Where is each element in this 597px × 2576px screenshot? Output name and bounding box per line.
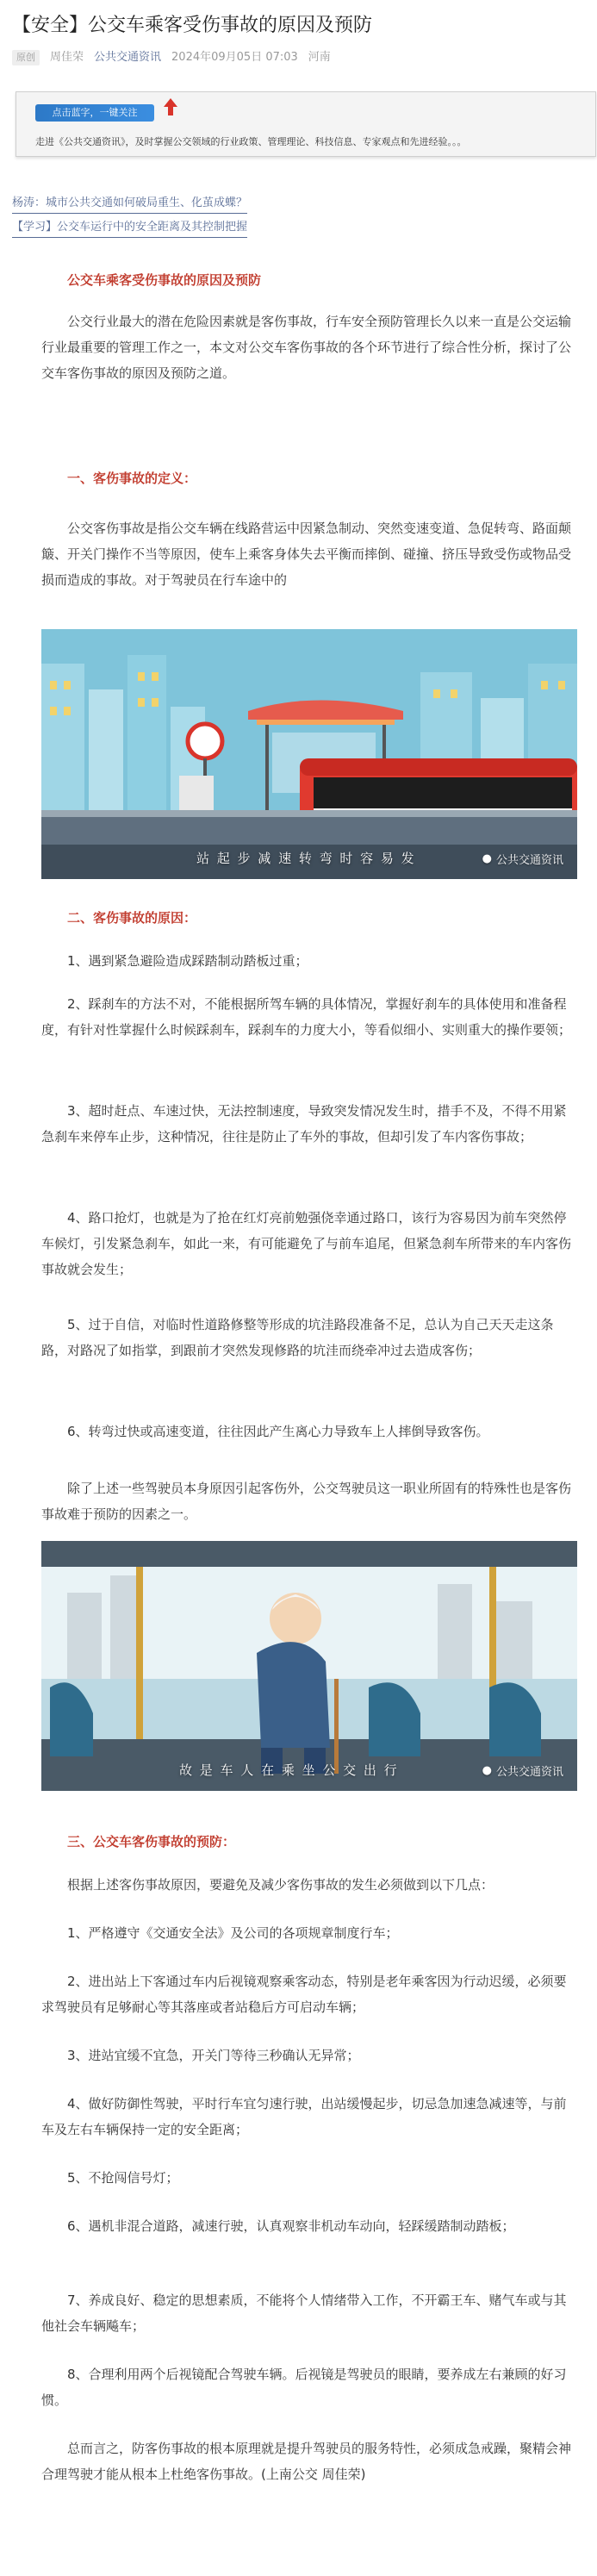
prevention-1: 1、严格遵守《交通安全法》及公司的各项规章制度行车； — [67, 1925, 399, 1941]
publish-location: 河南 — [308, 51, 331, 64]
figure-1-caption: 站 起 步 减 速 转 弯 时 容 易 发 — [196, 851, 416, 866]
related-link-1[interactable]: 杨涛：城市公共交通如何破局重生、化茧成蝶？ — [12, 194, 247, 214]
section-2-heading: 二、客伤事故的原因： — [67, 910, 197, 926]
prevention-6: 6、遇机非混合道路，减速行驶，认真观察非机动车动向，轻踩缓踏制动踏板； — [67, 2218, 515, 2234]
author-name: 周佳荣 — [50, 51, 84, 64]
related-link-2[interactable]: 【学习】公交车运行中的安全距离及其控制把握 — [12, 218, 247, 238]
follow-banner[interactable] — [16, 91, 596, 157]
definition-paragraph: 公交客伤事故是指公交车辆在线路营运中因紧急制动、突然变速变道、急促转弯、路面颠簸、开关门操作不当等原因，使车上乘客身体失去平衡而摔倒、碰撞、挤压导致受伤或物品受损而造成的事故。对于驾驶员在行车途中的 — [41, 521, 572, 588]
prevention-4: 4、做好防御性驾驶，平时行车宜匀速行驶，出站缓慢起步，切忌急加速急减速等，与前车及左右车辆保持一定的安全距离； — [41, 2096, 567, 2137]
follow-pill[interactable]: 点击蓝字，一键关注 — [35, 104, 154, 122]
section-3-heading: 三、公交车客伤事故的预防： — [67, 1834, 236, 1849]
prevention-7: 7、养成良好、稳定的思想素质，不能将个人情绪带入工作，不开霸王车、赌气车或与其他社会车辆飚车； — [41, 2292, 567, 2334]
prevention-intro: 根据上述客伤事故原因，要避免及减少客伤事故的发生必须做到以下几点： — [67, 1877, 494, 1893]
article-meta — [12, 48, 585, 67]
cause-6: 6、转弯过快或高速变道，往往因此产生离心力导致车上人摔倒导致客伤。 — [67, 1424, 489, 1439]
prevention-8: 8、合理利用两个后视镜配合驾驶车辆。后视镜是驾驶员的眼睛，要养成左右兼顾的好习惯。 — [41, 2367, 567, 2408]
main-heading: 公交车乘客受伤事故的原因及预防 — [67, 272, 262, 288]
account-name-link[interactable]: 公共交通资讯 — [94, 51, 162, 64]
section-1-heading: 一、客伤事故的定义： — [67, 471, 197, 486]
elderly-passenger-image — [41, 1541, 577, 1791]
cause-3: 3、超时赶点、车速过快，无法控制速度，导致突发情况发生时，措手不及，不得不用紧急刹车来停车止步，这种情况，往往是防止了车外的事故，但却引发了车内客伤事故； — [41, 1103, 567, 1145]
bus-station-illustration — [41, 629, 577, 879]
original-tag: 原创 — [12, 50, 40, 65]
bus-station-image — [41, 629, 577, 879]
banner-description: 走进《公共交通资讯》，及时掌握公交领域的行业政策、管理理论、科技信息、专家观点和先进经验。。。 — [35, 136, 467, 147]
cause-4: 4、路口抢灯，也就是为了抢在红灯亮前勉强侥幸通过路口，该行为容易因为前车突然停车候灯，引发紧急刹车，如此一来，有可能避免了与前车追尾，但紧急刹车所带来的车内客伤事故就会发生； — [41, 1210, 572, 1277]
wechat-icon: ● — [482, 852, 492, 865]
figure-2-caption: 故 是 车 人 在 乘 坐 公 交 出 行 — [179, 1762, 399, 1778]
elderly-passenger-illustration — [41, 1541, 577, 1791]
intro-paragraph: 公交行业最大的潜在危险因素就是客伤事故，行车安全预防管理长久以来一直是公交运输行业最重要的管理工作之一，本文对公交车客伤事故的各个环节进行了综合性分析，探讨了公交车客伤事故的原因及预防之道。 — [41, 314, 572, 381]
prevention-2: 2、进出站上下客通过车内后视镜观察乘客动态，特别是老年乘客因为行动迟缓，必须要求驾驶员有足够耐心等其落座或者站稳后方可启动车辆； — [41, 1974, 567, 2015]
prevention-3: 3、进站宜缓不宜急，开关门等待三秒确认无异常； — [67, 2048, 360, 2063]
figure-2-watermark: ● 公共交通资讯 — [482, 1764, 563, 1779]
wechat-icon: ● — [482, 1764, 492, 1777]
article-title: 【安全】公交车乘客受伤事故的原因及预防 — [12, 15, 373, 36]
related-links — [12, 193, 585, 241]
cause-1: 1、遇到紧急避险造成踩踏制动踏板过重； — [67, 953, 308, 969]
cause-5: 5、过于自信，对临时性道路修整等形成的坑洼路段准备不足，总认为自己天天走这条路，对路况了如指掌，到跟前才突然发现修路的坑洼而绕牵冲过去造成客伤； — [41, 1317, 554, 1358]
figure-1-watermark: ● 公共交通资讯 — [482, 852, 563, 867]
publish-date: 2024年09月05日 07:03 — [171, 51, 298, 64]
prevention-5: 5、不抢闯信号灯； — [67, 2170, 179, 2186]
conclusion: 总而言之，防客伤事故的根本原理就是提升驾驶员的服务特性，必须成急戒躁，聚精会神合理驾驶才能从根本上杜绝客伤事故。(上南公交 周佳荣) — [41, 2441, 572, 2482]
cause-2: 2、踩刹车的方法不对，不能根据所驾车辆的具体情况，掌握好刹车的具体使用和准备程度，有针对性掌握什么时候踩刹车，踩刹车的力度大小，等看似细小、实则重大的操作要领； — [41, 996, 572, 1038]
causes-summary: 除了上述一些驾驶员本身原因引起客伤外，公交驾驶员这一职业所固有的特殊性也是客伤事故难于预防的因素之一。 — [41, 1481, 572, 1522]
arrow-up-icon — [159, 96, 182, 118]
